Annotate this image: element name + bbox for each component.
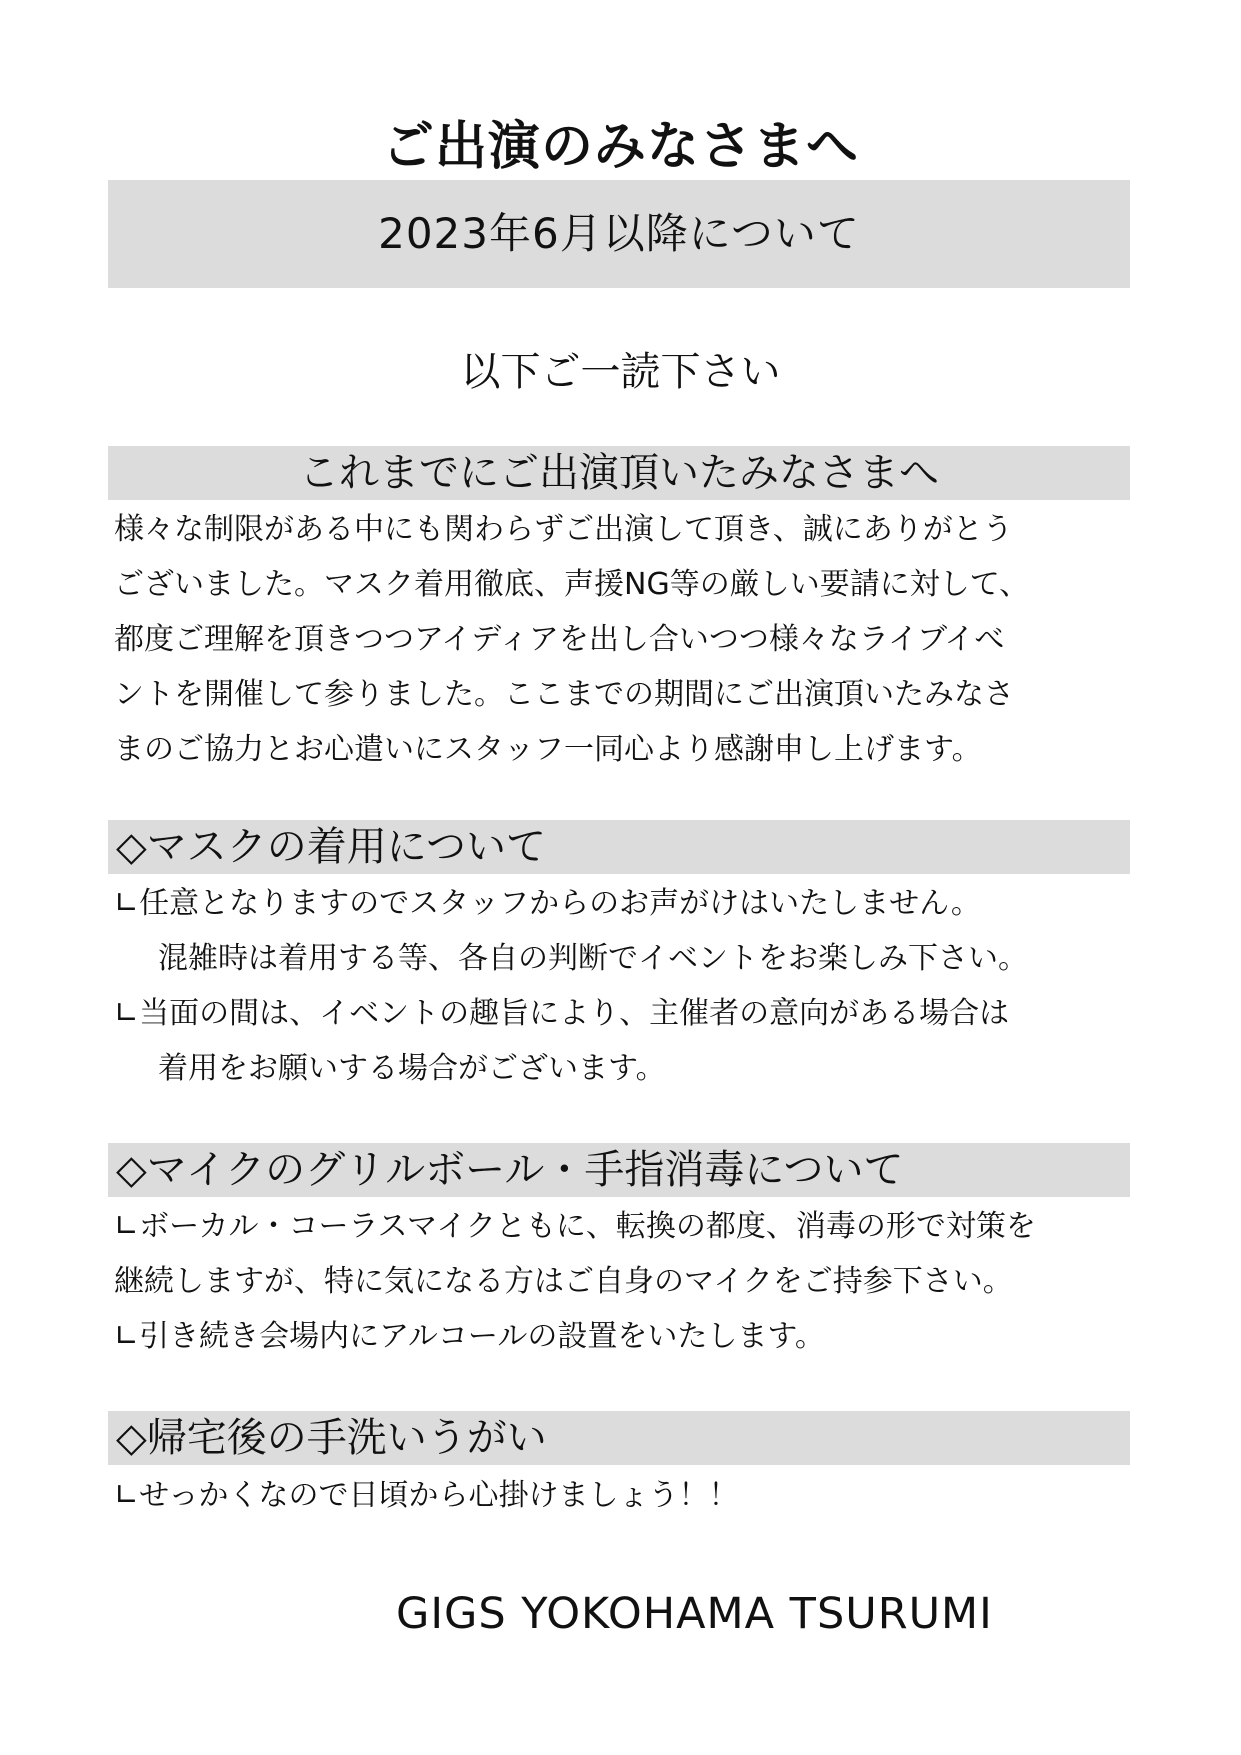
body-line: 着用をお願いする場合がございます。 [158,1051,666,1086]
section-header-thanks [108,446,1130,500]
page-title: ご出演のみなさまへ [381,117,859,177]
section-body-thanks [114,502,1130,777]
section-heading: ◇マイクのグリルボール・手指消毒について [116,1147,904,1193]
venue-signature: GIGS YOKOHAMA TSURUMI [396,1589,993,1639]
subtitle-text: 2023年6月以降について [378,209,860,258]
body-line: ∟ボーカル・コーラスマイクともに、転換の都度、消毒の形で対策を [114,1209,1036,1244]
section-heading: ◇マスクの着用について [116,824,546,870]
body-line: ∟当面の間は、イベントの趣旨により、主催者の意向がある場合は [114,996,1010,1031]
section-body-mask [114,876,1130,1096]
read-note: 以下ご一読下さい [460,349,781,395]
body-line: ントを開催して参りました。ここまでの期間にご出演頂いたみなさ [114,677,1014,712]
section-body-microphone [114,1199,1130,1364]
body-line: 都度ご理解を頂きつつアイディアを出し合いつつ様々なライブイべ [114,622,1005,657]
body-line: 混雑時は着用する等、各自の判断でイベントをお楽しみ下さい。 [158,941,1028,976]
section-body-handwash [114,1468,1130,1523]
section-header-microphone [108,1143,1130,1197]
section-heading: ◇帰宅後の手洗いうがい [116,1415,547,1461]
body-line: ∟任意となりますのでスタッフからのお声がけはいたしません。 [114,886,981,921]
body-line: まのご協力とお心遣いにスタッフ一同心より感謝申し上げます。 [114,732,982,767]
subtitle-banner [108,180,1130,288]
body-line: ∟引き続き会場内にアルコールの設置をいたします。 [114,1319,825,1354]
section-header-handwash [108,1411,1130,1465]
body-line: ∟せっかくなので日頃から心掛けましょう！！ [114,1478,739,1513]
section-heading: これまでにご出演頂いたみなさまへ [299,450,939,496]
body-line: 継続しますが、特に気になる方はご自身のマイクをご持参下さい。 [114,1264,1013,1299]
body-line: 様々な制限がある中にも関わらずご出演して頂き、誠にありがとう [114,512,1013,547]
body-line: ございました。マスク着用徹底、声援NG等の厳しい要請に対して、 [114,567,1030,602]
section-header-mask [108,820,1130,874]
